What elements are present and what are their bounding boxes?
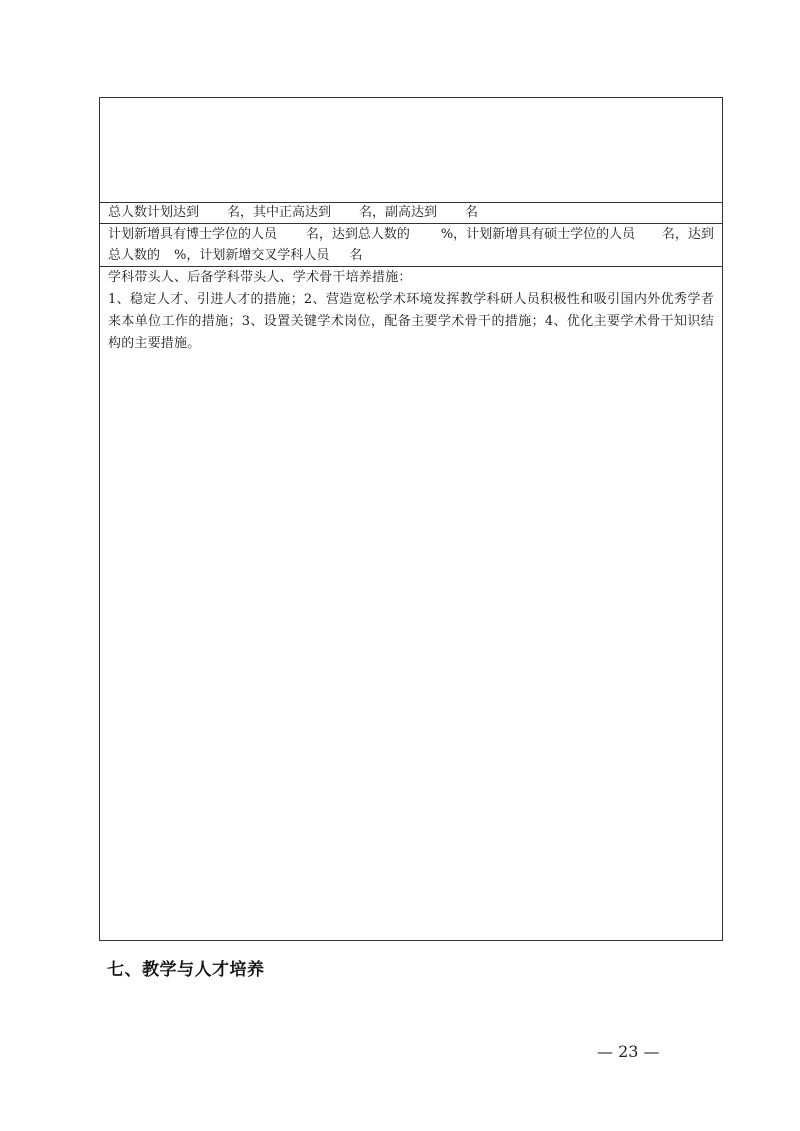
talent-measures-instructions: 1、稳定人才、引进人才的措施；2、营造宽松学术环境发挥教学科研人员积极性和吸引国内外优秀学者来本单位工作的措施；3、设置关键学术岗位，配备主要学术骨干的措施；4、优化主要学术骨干知识结构的主要措施。	[108, 292, 714, 351]
total-staff-row	[100, 203, 722, 224]
talent-measures-cell[interactable]	[100, 267, 722, 940]
master-plan-label: %，计划新增具有硕士学位的人员	[440, 227, 636, 242]
cross-discipline-unit: 名	[349, 248, 363, 263]
senior-staff-label: 名，其中正高达到	[227, 205, 332, 220]
degree-plan-row	[100, 224, 722, 267]
master-ratio-label-cont: 总人数的	[108, 248, 161, 263]
degree-plan-line-2	[108, 245, 714, 266]
phd-ratio-blank[interactable]	[414, 224, 436, 245]
associate-staff-label: 名，副高达到	[359, 205, 438, 220]
degree-plan-line-1	[108, 224, 714, 245]
form-table	[99, 97, 723, 941]
cross-discipline-label: %，计划新增交叉学科人员	[174, 248, 330, 263]
associate-staff-unit: 名	[465, 205, 479, 220]
master-ratio-label: 名，达到	[661, 227, 714, 242]
total-staff-line	[108, 203, 714, 223]
talent-measures-title: 学科带头人、后备学科带头人、学术骨干培养措施：	[108, 270, 412, 285]
blank-answer-cell[interactable]	[100, 98, 722, 203]
phd-ratio-label: 名，达到总人数的	[305, 227, 410, 242]
total-staff-label: 总人数计划达到	[108, 205, 200, 220]
page-number: — 23 —	[597, 1042, 660, 1061]
phd-plan-label: 计划新增具有博士学位的人员	[108, 227, 278, 242]
section-heading: 七、教学与人才培养	[107, 960, 265, 980]
phd-count-blank[interactable]	[281, 224, 301, 245]
master-count-blank[interactable]	[640, 224, 658, 245]
